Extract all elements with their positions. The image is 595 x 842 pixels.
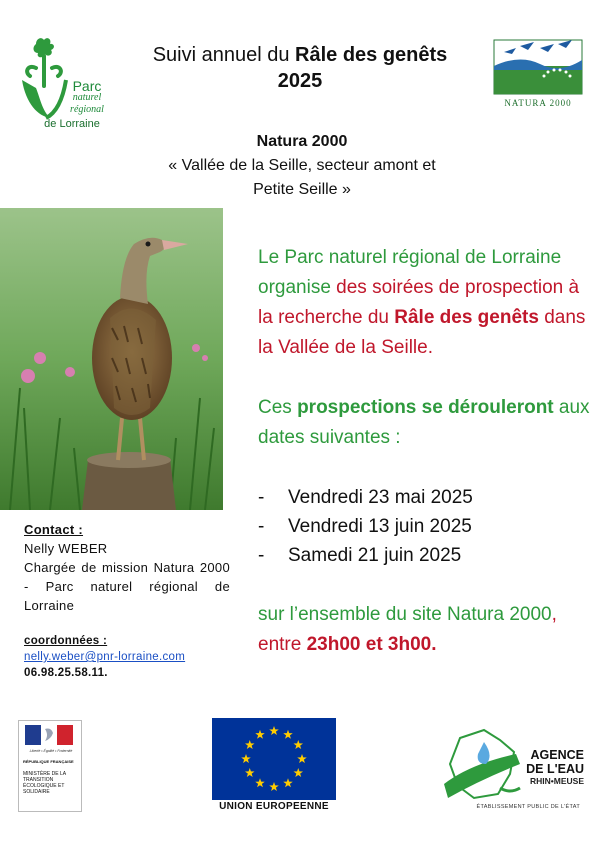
intro-species: Râle des genêts (394, 307, 539, 328)
intro-event: des soirées de prospection à la recherche du (258, 277, 580, 328)
natura2000-logo-icon (490, 36, 586, 96)
date-text: Vendredi 13 juin 2025 (288, 516, 472, 537)
contact-phone: 06.98.25.58.11. (24, 667, 108, 679)
agence-line1: AGENCE (530, 748, 584, 762)
rf-republique: RÉPUBLIQUE FRANÇAISE (23, 759, 74, 764)
natura-caption: NATURA 2000 (504, 98, 572, 108)
title-species: Râle des genêts (295, 44, 448, 66)
date-item (258, 483, 595, 512)
rf-motto: Liberté • Égalité • Fraternité (29, 749, 73, 753)
intro-organizer: Le Parc naturel régional de Lorraine organise (258, 247, 562, 298)
eu-flag (212, 718, 336, 800)
page-title (110, 42, 490, 94)
subtitle-natura: Natura 2000 (256, 133, 348, 150)
rf-ministry: MINISTÈRE DE LA TRANSITION ÉCOLOGIQUE ET SOLIDAIRE (23, 771, 66, 795)
bullet-dash: - (258, 487, 265, 508)
timing-between: , entre (258, 604, 557, 655)
date-text: Vendredi 23 mai 2025 (288, 487, 473, 508)
agence-eau-logo (440, 724, 584, 820)
pnr-logo-text (40, 80, 104, 130)
pnr-line3: régional (70, 104, 104, 115)
eu-caption: UNION EUROPEENNE (219, 801, 329, 812)
intro-location: dans la Vallée de la Seille. (258, 307, 586, 358)
subtitle (100, 130, 504, 202)
agence-line3: RHIN•MEUSE (530, 776, 584, 786)
corncrake-photo (0, 208, 223, 510)
contact-job: Chargée de mission Natura 2000 - Parc naturel régional de Lorraine (24, 560, 230, 613)
pnr-line1: Parc (72, 78, 102, 94)
dates-intro-bold: prospections se dérouleront (297, 397, 554, 418)
contact-email-link[interactable]: nelly.weber@pnr-lorraine.com (24, 651, 186, 663)
dates-list (258, 483, 595, 570)
contact-name: Nelly WEBER (24, 541, 108, 556)
eu-flag-icon (212, 718, 336, 800)
date-item (258, 512, 595, 541)
corncrake-bird-photo (0, 208, 223, 510)
pnr-line2: naturel (72, 92, 102, 103)
agence-line2: DE L'EAU (526, 762, 584, 776)
announcement-intro (258, 243, 595, 363)
subtitle-site-line2: Petite Seille » (253, 181, 351, 198)
bullet-dash: - (258, 516, 265, 537)
dates-intro-start: Ces (258, 397, 298, 418)
date-text: Samedi 21 juin 2025 (288, 545, 462, 566)
title-year: 2025 (277, 70, 323, 92)
announcement-block (258, 243, 595, 660)
title-prefix: Suivi annuel du (152, 44, 296, 66)
timing-site: sur l’ensemble du site Natura 2000 (258, 604, 552, 625)
coords-label: coordonnées : (24, 635, 108, 647)
contact-block (24, 520, 230, 681)
subtitle-site-line1: « Vallée de la Seille, secteur amont et (168, 157, 436, 174)
agence-subtitle: ÉTABLISSEMENT PUBLIC DE L'ÉTAT (476, 804, 580, 810)
pnr-line4: de Lorraine (44, 118, 100, 130)
republique-francaise-logo (18, 720, 82, 812)
marianne-logo-icon (19, 721, 81, 749)
date-item (258, 541, 595, 570)
bullet-dash: - (258, 545, 265, 566)
contact-heading: Contact : (24, 522, 84, 537)
agence-name (514, 748, 584, 787)
timing-hours: 23h00 et 3h00. (306, 634, 437, 655)
dates-intro-end: aux dates suivantes : (258, 397, 590, 448)
pnr-lorraine-logo (14, 34, 104, 144)
natura2000-logo (490, 36, 586, 112)
announcement-dates-intro (258, 393, 595, 453)
announcement-timing (258, 600, 595, 660)
